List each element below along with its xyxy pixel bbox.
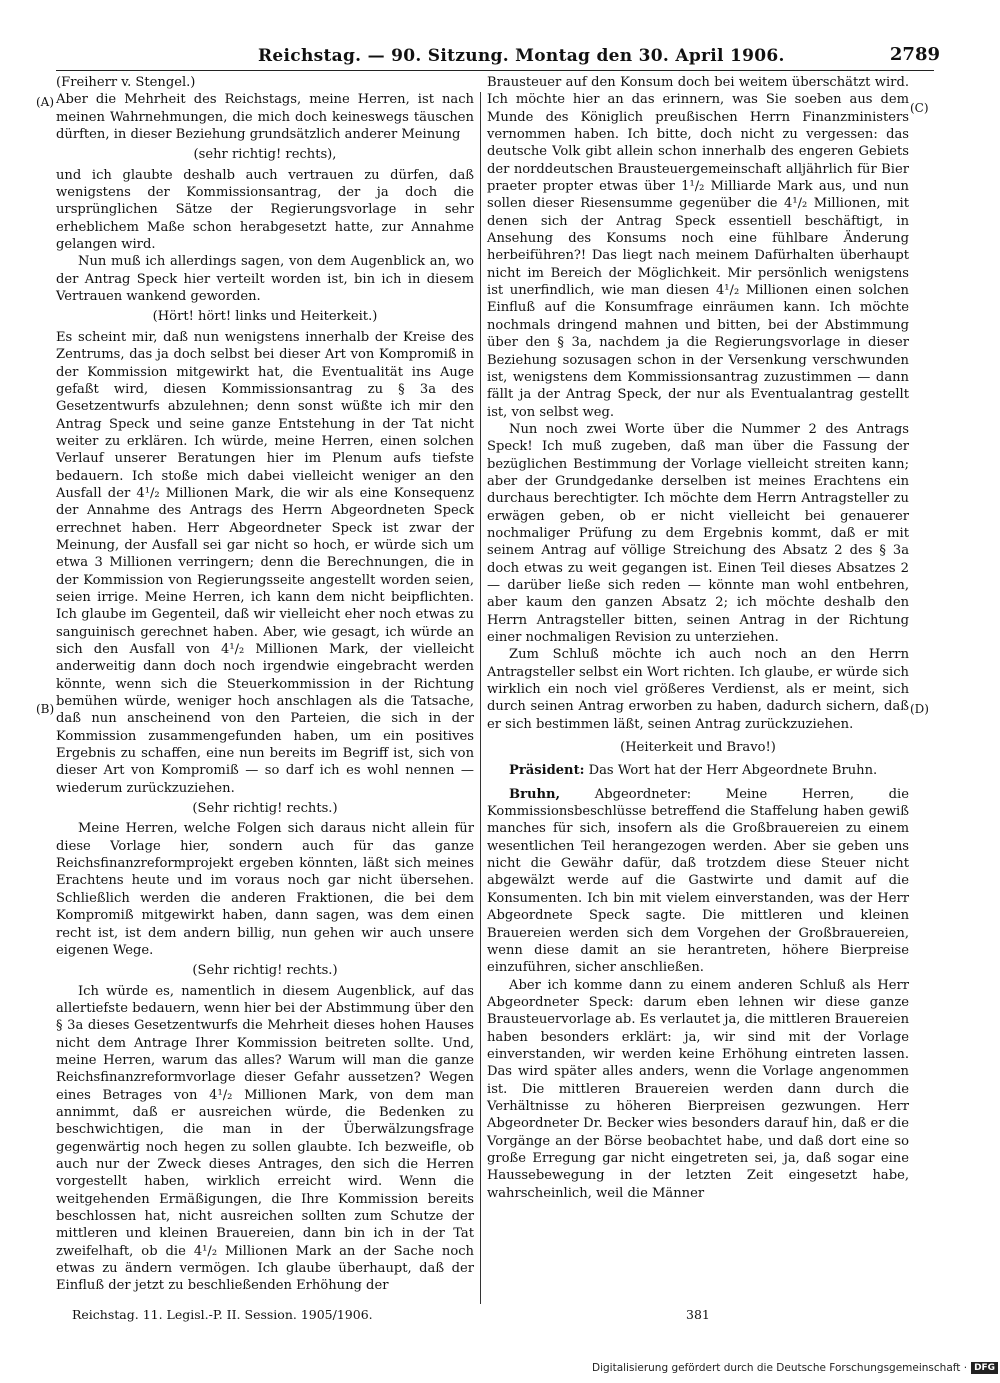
paragraph: Nun noch zwei Worte über die Nummer 2 des Antrags Speck! Ich muß zugeben, daß man über die Fassung der bezüglichen Bestimmung der Vorlage vielleicht streiten kann; aber der Grundgedanke derselben ist meines Erachtens ein durchaus berechtigter. Ich möchte dem Herrn Antragsteller zu erwägen geben, ob er nicht vielleicht bei genauerer nochmaliger Prüfung zu dem Ergebnis kommt, daß er mit seinem Antrag auf völlige Streichung des Absatz 2 des § 3a doch etwas zu weit gegangen ist. Einen Teil dieses Absatzes 2 — darüber ließe sich reden — könnte man wohl entbehren, aber kaum den ganzen Absatz 2; ich möchte deshalb den Herrn Antragsteller bitten, seinen Antrag in der Richtung einer nochmaligen Revision zu unterziehen. [487,421,909,645]
paragraph: Ich würde es, namentlich in diesem Augenblick, auf das allertiefste bedauern, wenn hier bei der Abstimmung über den § 3a dieses Gesetzentwurfs die Mehrheit dieses hohen Hauses nicht dem Antrage Ihrer Kommission beitreten sollte. Und, meine Herren, warum das alles? Warum will man die ganze Reichsfinanzreformvorlage dieser Gefahr aussetzen? Wegen eines Betrages von 4¹/₂ Millionen Mark, von dem man annimmt, daß er ausreichen würde, die Bedenken zu beschwichtigen, die man in der Überwälzungsfrage gegenwärtig noch hegen zu sollen glaubte. Ich bezweifle, ob auch nur der Zweck dieses Antrages, den sich die Herren vorgestellt haben, wirklich erreicht wird. Wenn die weitgehenden Ermäßigungen, die Ihre Kommission bereits beschlossen hat, nicht ausreichen sollten zum Schutze der mittleren und kleinen Brauereien, dann bin ich in der Tat zweifelhaft, ob die 4¹/₂ Millionen Mark an der Sache noch etwas zu ändern vermögen. Ich glaube überhaupt, daß der Einfluß der jetzt zu beschließenden Erhöhung der [56,983,474,1294]
paragraph: Zum Schluß möchte ich auch noch an den Herrn Antragsteller selbst ein Wort richten. Ich glaube, er würde sich wirklich ein noch viel größeres Verdienst, als er meint, sich durch seinen Antrag erworben zu haben, dadurch sichern, daß er sich bestimmen läßt, seinen Antrag zurückzuziehen. [487,647,909,732]
president-text: Das Wort hat der Herr Abgeordnete Bruhn. [584,763,878,779]
paragraph: Aber ich komme dann zu einem anderen Schluß als Herr Abgeordneter Speck: darum eben lehnen wir diese ganze Brausteuervorlage ab. Es verlautet ja, die mittleren Brauereien haben besonders erklärt: ja, wir sind mit der Vorlage einverstanden, wir werden keine Erhöhung eintreten lassen. Das wird später alles anders, wenn die Vorlage angenommen ist. Die mittleren Brauereien werden dann durch die Verhältnisse zu höheren Bierpreisen gezwungen. Herr Abgeordneter Dr. Becker wies besonders darauf hin, daß er die Vorgänge an der Börse beobachtet habe, und daß dort eine so große Erregung gar nicht eingetreten sei, ja, daß sogar eine Haussebewegung in der letzten Zeit eingesetzt habe, wahrscheinlich, weil die Männer [487,977,909,1201]
dfg-logo: DFG [971,1362,998,1374]
margin-marker-d: (D) [910,702,929,716]
paragraph: Nun muß ich allerdings sagen, von dem Augenblick an, wo der Antrag Speck hier verteilt worden ist, bin ich in diesem Vertrauen wankend geworden. [56,254,474,305]
paragraph: Es scheint mir, daß nun wenigstens innerhalb der Kreise des Zentrums, das ja doch selbst bei dieser Art von Kompromiß in der Kommission mitgewirkt hat, die Eventualität ins Auge gefaßt wird, diesen Kommissionsantrag zu § 3a des Gesetzentwurfs abzulehnen; denn sonst wüßte ich mir den Antrag Speck und seine ganze Entstehung in der Tat nicht weiter zu erklären. Ich würde, meine Herren, einen solchen Verlauf unserer Beratungen hier im Plenum aufs tiefste bedauern. Ich stoße mich dabei vielleicht weniger an den Ausfall der 4¹/₂ Millionen Mark, die wir als eine Konsequenz der Annahme des Antrags des Herrn Abgeordneten Speck errechnet haben. Herr Abgeordneter Speck ist zwar der Meinung, der Ausfall sei gar nicht so hoch, er würde sich um etwa 3 Millionen verringern; denn die Berechnungen, die in der Kommission von Regierungsseite angestellt worden seien, seien irrige. Meine Herren, ich kann dem nicht beipflichten. Ich glaube im Gegenteil, daß wir vielleicht eher noch etwas zu sanguinisch gerechnet haben. Aber, wie gesagt, ich würde an sich den Ausfall von 4¹/₂ Millionen Mark, der vielleicht anderweitig dann doch noch irgendwie eingebracht werden könnte, wenn sich die Steuerkommission in der Richtung bemühen würde, weniger hoch anschlagen als die Tatsache, daß nun anscheinend von den Parteien, die sich in der Kommission zusammengefunden haben, um ein positives Ergebnis zu schaffen, eine nun bereits im Begriff ist, sich von dieser Art von Kompromiß — so darf ich es wohl nennen — wiederum zurückzuziehen. [56,329,474,796]
margin-marker-b: (B) [36,702,55,716]
page-number: 2789 [889,44,940,65]
column-divider [480,92,481,1304]
footer-sheet-number: 381 [686,1307,710,1322]
bruhn-label: Bruhn, [509,786,561,802]
margin-marker-a: (A) [36,95,55,109]
paragraph: und ich glaubte deshalb auch vertrauen zu dürfen, daß wenigstens der Kommissionsantrag, der ja doch die ursprünglichen Sätze der Regierungsvorlage in sehr erheblichem Maße schon herabgesetzt hatte, zur Annahme gelangen wird. [56,167,474,253]
interjection: (Heiterkeit und Bravo!) [620,740,776,756]
paragraph: Brausteuer auf den Konsum doch bei weitem überschätzt wird. Ich möchte hier an das erinnern, was Sie soeben aus dem Munde des Königlich preußischen Herrn Finanzministers vernommen haben. Ich bitte, doch nicht zu vergessen: das deutsche Volk gibt allein schon innerhalb des engeren Gebiets der norddeutschen Brausteuergemeinschaft alljährlich für Bier praeter propter etwas über 1¹/₂ Milliarde Mark aus, und nun sollen dieser Riesensumme gegenüber die 4¹/₂ Millionen, mit denen sich der Antrag Speck essentiell beschäftigt, in Ansehung des Konsums noch eine fühlbare Änderung herbeiführen?! Das liegt nach meinem Dafürhalten überhaupt nicht im Bereich der Möglichkeit. Mir persönlich wenigstens ist unerfindlich, wie man diesen 4¹/₂ Millionen einen solchen Einfluß auf die Konsumfrage einräumen kann. Ich möchte nochmals dringend mahnen und bitten, bei der Abstimmung über den § 3a, nachdem ja die Regierungsvorlage in dieser Beziehung sozusagen schon in der Versenkung verschwunden ist, wenigstens dem Kommissionsantrag zuzustimmen — dann fällt ja der Antrag Speck, der nur als Eventualantrag gestellt ist, von selbst weg. [487,75,909,420]
header-title: Reichstag. — 90. Sitzung. Montag den 30. April 1906. [258,46,785,66]
page-header [0,44,1000,70]
speaker-head: (Freiherr v. Stengel.) [56,75,196,90]
footer-session-info: Reichstag. 11. Legisl.-P. II. Session. 1905/1906. [72,1307,373,1322]
digitization-credit [592,1362,998,1374]
paragraph: Meine Herren, welche Folgen sich daraus nicht allein für diese Vorlage hier, sondern auch für das ganze Reichsfinanzreformprojekt ergeben könnten, läßt sich meines Erachtens heute und im voraus noch gar nicht übersehen. Schließlich werden die anderen Fraktionen, die bei dem Kompromiß mitgewirkt haben, dann sagen, was dem einen recht ist, ist dem andern billig, nun gehen wir auch unsere eigenen Wege. [56,821,474,958]
president-label: Präsident: [509,763,585,779]
header-rule [56,70,934,71]
bruhn-text: Abgeordneter: Meine Herren, die Kommissionsbeschlüsse betreffend die Staffelung haben gewiß manches für sich, insofern als die Großbrauereien zu einem wesentlichen Teil herangezogen werden. Aber sie geben uns nicht die Gewähr dafür, daß trotzdem diese Steuer nicht abgewälzt werde auf die Gastwirte und damit auf die Konsumenten. Ich bin mit vielem einverstanden, was der Herr Abgeordnete Speck sagte. Die mittleren und kleinen Brauereien werden sich dem Vorgehen der Großbrauereien, wenn diese damit an sie herantreten, höhere Bierpreise einzuführen, sicher anschließen. [487,786,909,976]
left-column [56,74,474,1295]
paragraph: Aber die Mehrheit des Reichstags, meine Herren, ist nach meinen Wahrnehmungen, die mich doch keineswegs täuschen dürften, in dieser Beziehung grundsätzlich anderer Meinung [56,92,474,143]
interjection: (Sehr richtig! rechts.) [192,801,338,817]
interjection: (Hört! hört! links und Heiterkeit.) [152,309,378,325]
interjection: (Sehr richtig! rechts.) [192,963,338,979]
right-column [487,74,909,1202]
credit-text: Digitalisierung gefördert durch die Deutsche Forschungsgemeinschaft · [592,1362,968,1374]
interjection: (sehr richtig! rechts), [193,147,337,163]
president-statement [487,762,909,779]
margin-marker-c: (C) [910,101,929,115]
bruhn-statement [487,786,909,977]
